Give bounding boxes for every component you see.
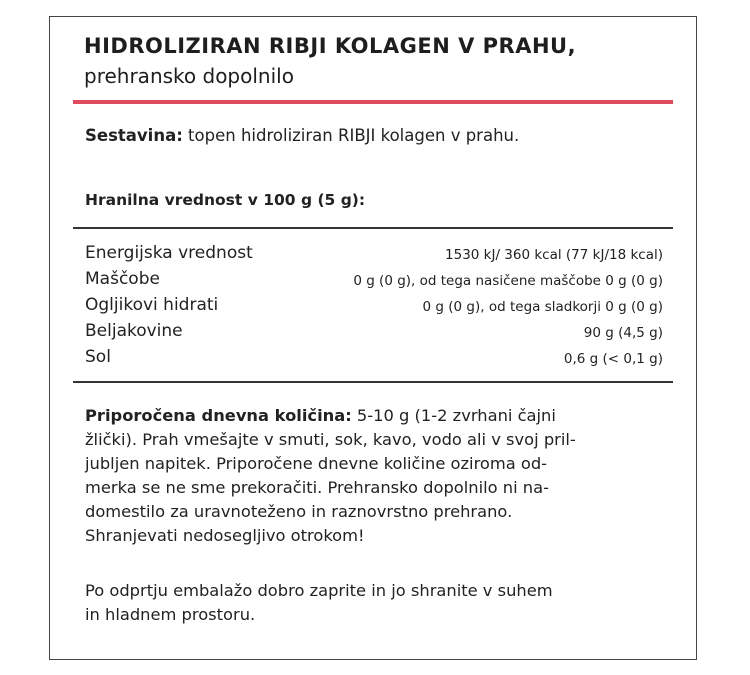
nutrition-heading: Hranilna vrednost v 100 g (5 g): <box>85 191 366 209</box>
nutrition-value: 90 g (4,5 g) <box>583 325 663 341</box>
nutrition-row-energy <box>85 243 663 269</box>
dosage-line: merka se ne sme prekoračiti. Prehransko dopolnilo ni na- <box>85 478 549 497</box>
storage-line: in hladnem prostoru. <box>85 605 256 624</box>
nutrition-top-rule <box>73 227 673 229</box>
ingredients-label: Sestavina: <box>85 126 183 145</box>
nutrition-row-carbs <box>85 295 663 321</box>
dosage-paragraph <box>85 404 665 548</box>
nutrition-row-fat <box>85 269 663 295</box>
dosage-line <box>85 404 665 428</box>
nutrition-value: 0 g (0 g), od tega sladkorji 0 g (0 g) <box>422 299 663 315</box>
dosage-line: jubljen napitek. Priporočene dnevne količine oziroma od- <box>85 454 548 473</box>
ingredients-line <box>85 126 519 145</box>
nutrition-row-salt <box>85 347 663 373</box>
dosage-label: Priporočena dnevna količina: <box>85 406 352 425</box>
ingredients-text: topen hidroliziran RIBJI kolagen v prahu. <box>182 126 520 145</box>
nutrition-label: Beljakovine <box>85 321 183 341</box>
accent-divider <box>73 100 673 104</box>
nutrition-value: 0,6 g (< 0,1 g) <box>563 351 663 367</box>
nutrition-value: 0 g (0 g), od tega nasičene maščobe 0 g (0 g) <box>353 273 663 289</box>
nutrition-row-protein <box>85 321 663 347</box>
storage-line: Po odprtju embalažo dobro zaprite in jo shranite v suhem <box>85 581 553 600</box>
product-subtitle: prehransko dopolnilo <box>84 64 294 88</box>
product-title: HIDROLIZIRAN RIBJI KOLAGEN V PRAHU, <box>84 34 577 58</box>
nutrition-value: 1530 kJ/ 360 kcal (77 kJ/18 kcal) <box>445 247 663 263</box>
nutrition-bottom-rule <box>73 381 673 383</box>
dosage-line: žlički). Prah vmešajte v smuti, sok, kavo, vodo ali v svoj pril- <box>85 430 576 449</box>
dosage-text: 5-10 g (1-2 zvrhani čajni <box>351 406 556 425</box>
dosage-line: Shranjevati nedosegljivo otrokom! <box>85 526 365 545</box>
dosage-line: domestilo za uravnoteženo in raznovrstno prehrano. <box>85 502 513 521</box>
nutrition-label: Sol <box>85 347 111 367</box>
storage-paragraph <box>85 579 665 627</box>
nutrition-label: Ogljikovi hidrati <box>85 295 219 315</box>
nutrition-label: Maščobe <box>85 269 160 289</box>
nutrition-label: Energijska vrednost <box>85 243 253 263</box>
